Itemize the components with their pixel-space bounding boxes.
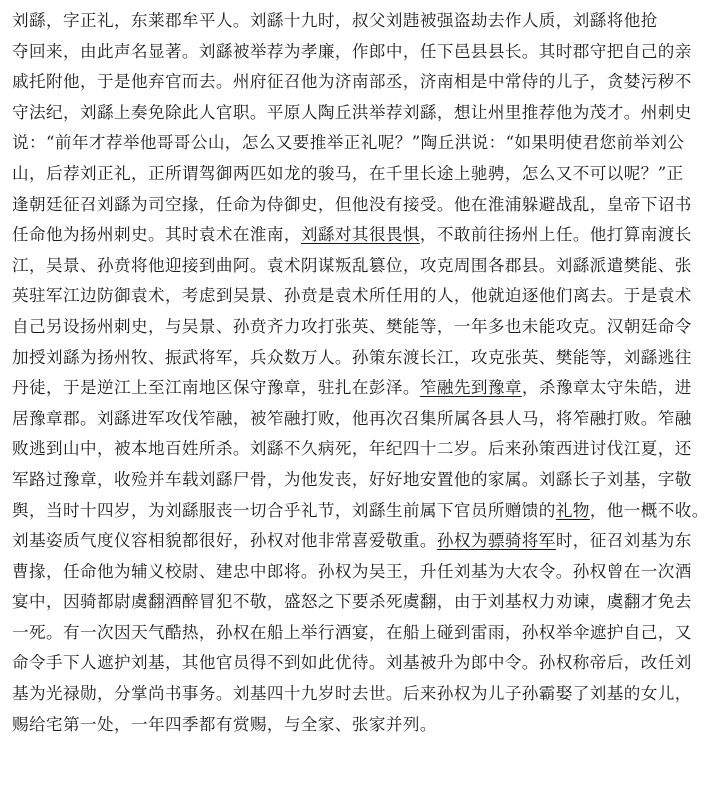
text-segment: 时，征召刘基为东 [555,531,692,551]
underlined-phrase: 刘繇对其很畏惧 [300,225,420,245]
text-line-22 [12,648,692,679]
text-line-5 [12,128,685,159]
text-segment: 守法纪，刘繇上奏免除此人官职。平原人陶丘洪举荐刘繇，想让州里推荐他为茂才。州刺史 [12,102,692,122]
text-segment: 自己另设扬州刺史，与吴景、孙贲齐力攻打张英、樊能等，一年多也未能攻克。汉朝廷命令 [12,316,692,336]
text-line-15 [12,434,692,465]
text-segment: 赐给宅第一处，一年四季都有赏赐，与全家、张家并列。 [12,714,437,734]
text-segment: 军路过豫章，收殓并车载刘繇尸骨，为他发丧，好好地安置他的家属。刘繇长子刘基，字敬 [12,469,692,489]
text-segment: 夺回来，由此声名显著。刘繇被举荐为孝廉，作郎中，任下邑县县长。其时郡守把自己的亲 [12,41,692,61]
text-line-13 [12,373,692,404]
text-segment: 山，后荐刘正礼，正所谓驾御两匹如龙的骏马，在千里长途上驰骋，怎么又不可以呢？”正 [12,163,684,183]
text-line-2 [12,37,692,68]
text-line-14 [12,404,692,435]
text-segment: 刘繇，字正礼，东莱郡牟平人。刘繇十九时，叔父刘韪被强盗劫去作人质，刘繇将他抢 [12,11,658,30]
text-line-11 [12,312,692,343]
text-line-21 [12,618,692,649]
text-segment: 刘基姿质气度仪容相貌都很好，孙权对他非常喜爱敬重。 [12,531,437,551]
text-line-4 [12,98,692,129]
text-segment: 败逃到山中，被本地百姓所杀。刘繇不久病死，年纪四十二岁。后来孙策西进讨伐江夏，还 [12,439,692,459]
text-line-9 [12,251,692,282]
text-line-23 [12,679,692,710]
text-segment: 一死。有一次因天气酷热，孙权在船上举行酒宴，在船上碰到雷雨，孙权举伞遮护自己，又 [12,622,692,642]
text-line-17 [12,496,709,527]
underlined-phrase: 礼物 [555,500,590,520]
text-segment: ，不敢前往扬州上任。他打算南渡长 [419,225,692,245]
text-segment: 说：“前年才荐举他哥哥公山，怎么又要推举正礼呢？”陶丘洪说：“如果明使君您前举刘公 [12,133,685,153]
text-segment: ，他一概不收。 [589,500,709,520]
text-line-8 [12,220,692,251]
text-line-1 [12,6,658,37]
text-segment: 居豫章郡。刘繇进军攻伐笮融，被笮融打败，他再次召集所属各县人马，将笮融打败。笮融 [12,408,692,428]
text-line-7 [12,190,692,221]
text-line-6 [12,159,684,190]
text-line-24 [12,710,609,741]
text-segment: 宴中，因骑都尉虞翻酒醉冒犯不敬，盛怒之下要杀死虞翻，由于刘基权力劝谏，虞翻才免去 [12,592,692,612]
text-segment: 基为光禄勋，分掌尚书事务。刘基四十九岁时去世。后来孙权为儿子孙霸娶了刘基的女儿， [12,684,692,704]
text-line-12 [12,343,692,374]
text-segment: 逢朝廷征召刘繇为司空掾，任命为侍御史，但他没有接受。他在淮浦躲避战乱，皇帝下诏书 [12,194,692,214]
text-line-19 [12,557,692,588]
text-segment: 丹徒，于是逆江上至江南地区保守豫章，驻扎在彭泽。 [12,378,420,398]
text-segment: 英驻军江边防御袁术，考虑到吴景、孙贲是袁术所任用的人，他就迫逐他们离去。于是袁术 [12,286,692,306]
text-line-3 [12,67,692,98]
text-segment: 舆，当时十四岁，为刘繇服丧一切合乎礼节，刘繇生前属下官员所赠馈的 [12,500,556,520]
text-segment: 任命他为扬州刺史。其时袁术在淮南， [12,225,301,245]
text-line-18 [12,526,692,557]
text-line-16 [12,465,692,496]
text-segment: 江，吴景、孙贲将他迎接到曲阿。袁术阴谋叛乱篡位，攻克周围各郡县。刘繇派遣樊能、张 [12,255,692,275]
text-line-20 [12,587,692,618]
underlined-phrase: 孙权为骠骑将军 [436,531,556,551]
underlined-phrase: 笮融先到豫章 [419,378,522,398]
text-segment: 戚托附他，于是他弃官而去。州府征召他为济南部丞，济南相是中常侍的儿子，贪婪污秽不 [12,72,692,92]
text-segment: 曹掾，任命他为辅义校尉、建忠中郎将。孙权为吴王，升任刘基为大农令。孙权曾在一次酒 [12,561,692,581]
text-line-10 [12,281,692,312]
text-segment: 命令手下人遮护刘基，其他官员得不到如此优待。刘基被升为郎中令。孙权称帝后，改任刘 [12,653,692,673]
text-segment: 加授刘繇为扬州牧、振武将军，兵众数万人。孙策东渡长江，攻克张英、樊能等，刘繇逃往 [12,347,692,367]
text-segment: ，杀豫章太守朱皓，进 [521,378,692,398]
